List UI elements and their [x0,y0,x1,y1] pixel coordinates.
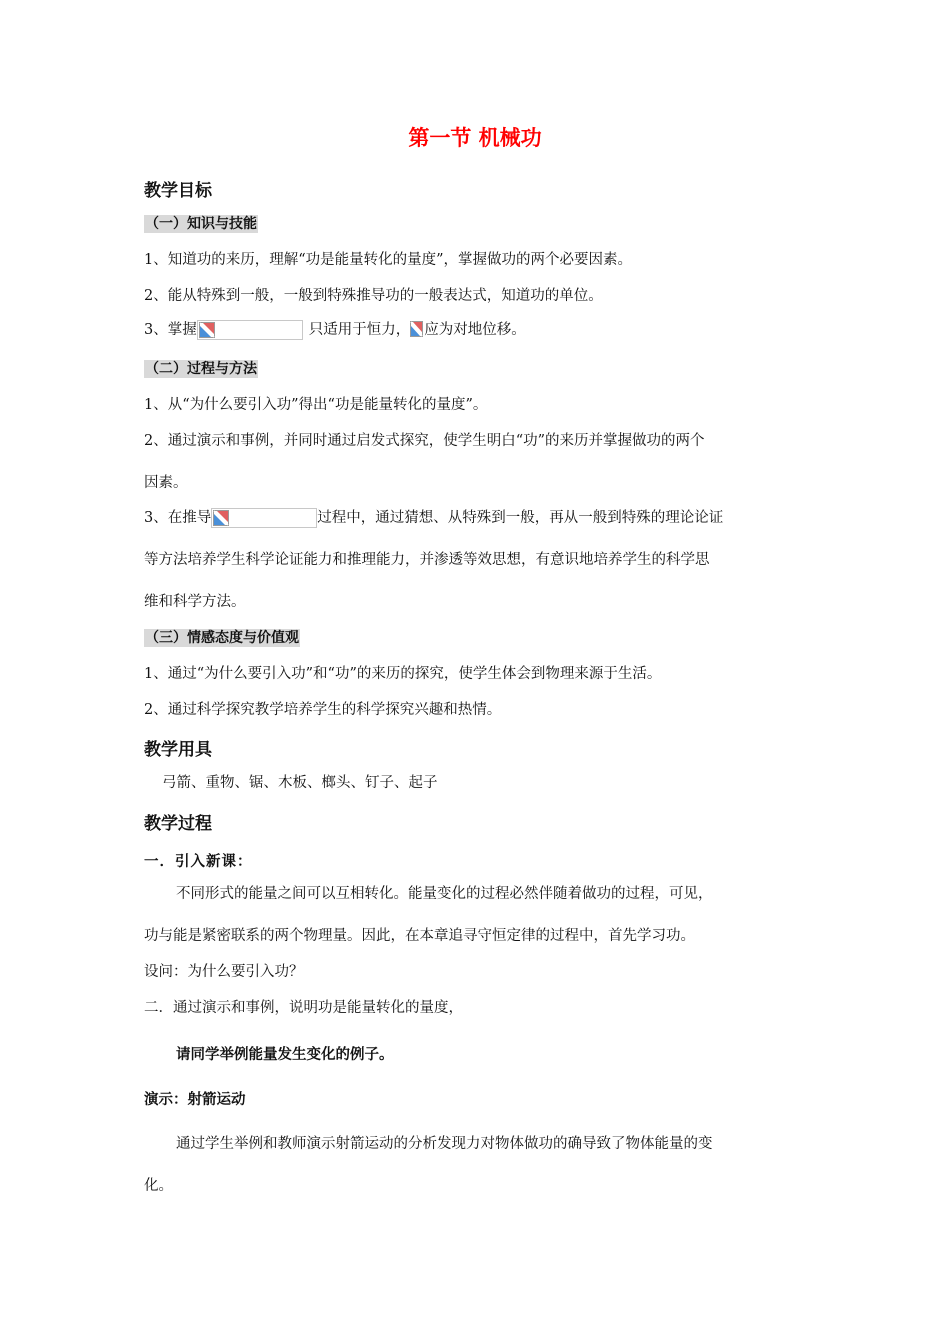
process-step-2: 二．通过演示和事例，说明功是能量转化的量度， [144,1000,463,1016]
process-step-1-heading: 一．引入新课： [144,854,253,870]
method-item-3-suffix: 过程中，通过猜想、从特殊到一般，再从一般到特殊的理论论证 [317,510,724,526]
broken-image-icon [199,322,215,338]
process-step-1-line-2: 功与能是紧密联系的两个物理量。因此，在本章追寻守恒定律的过程中，首先学习功。 [144,928,695,944]
section-heading-objectives: 教学目标 [144,181,212,201]
knowledge-item-3-mid: 只适用于恒力， [308,322,411,338]
method-item-3-prefix: 3、在推导 [144,510,212,526]
tools-list: 弓箭、重物、锯、木板、榔头、钉子、起子 [162,775,438,791]
section-heading-tools: 教学用具 [144,740,212,760]
knowledge-item-1: 1、知道功的来历，理解“功是能量转化的量度”，掌握做功的两个必要因素。 [144,252,633,268]
emotion-item-2: 2、通过科学探究教学培养学生的科学探究兴趣和热情。 [144,702,502,718]
broken-image-icon [410,321,423,337]
subsection-heading-knowledge: （一）知识与技能 [145,216,257,232]
demo-heading: 演示：射箭运动 [144,1092,246,1108]
subsection-heading-method: （二）过程与方法 [145,361,257,377]
emotion-item-1: 1、通过“为什么要引入功”和“功”的来历的探究，使学生体会到物理来源于生活。 [144,666,662,682]
process-prompt: 请同学举例能量发生变化的例子。 [176,1047,394,1063]
method-item-3-line-2: 等方法培养学生科学论证能力和推理能力，并渗透等效思想，有意识地培养学生的科学思 [144,552,710,568]
broken-image-icon [213,510,229,526]
subsection-heading-emotion: （三）情感态度与价值观 [145,630,299,646]
method-item-1: 1、从“为什么要引入功”得出“功是能量转化的量度”。 [144,397,488,413]
knowledge-item-3 [144,320,526,340]
knowledge-item-3-prefix: 3、掌握 [144,322,197,338]
demo-line-2: 化。 [144,1178,173,1194]
process-question: 设问：为什么要引入功？ [144,964,304,980]
method-item-3-line-3: 维和科学方法。 [144,594,246,610]
page-title: 第一节 机械功 [408,126,542,150]
method-item-3-line-1 [144,508,723,528]
section-heading-process: 教学过程 [144,814,212,834]
knowledge-item-3-suffix: 应为对地位移。 [424,322,526,338]
demo-line-1: 通过学生举例和教师演示射箭运动的分析发现力对物体做功的确导致了物体能量的变 [176,1136,713,1152]
formula-image-placeholder [197,320,303,340]
process-step-1-line-1: 不同形式的能量之间可以互相转化。能量变化的过程必然伴随着做功的过程，可见， [176,886,713,902]
formula-image-placeholder-small [410,320,424,340]
knowledge-item-2: 2、能从特殊到一般，一般到特殊推导功的一般表达式，知道功的单位。 [144,288,603,304]
method-item-2-line-1: 2、通过演示和事例，并同时通过启发式探究，使学生明白“功”的来历并掌握做功的两个 [144,433,705,449]
method-item-2-line-2: 因素。 [144,475,188,491]
formula-image-placeholder [211,508,317,528]
